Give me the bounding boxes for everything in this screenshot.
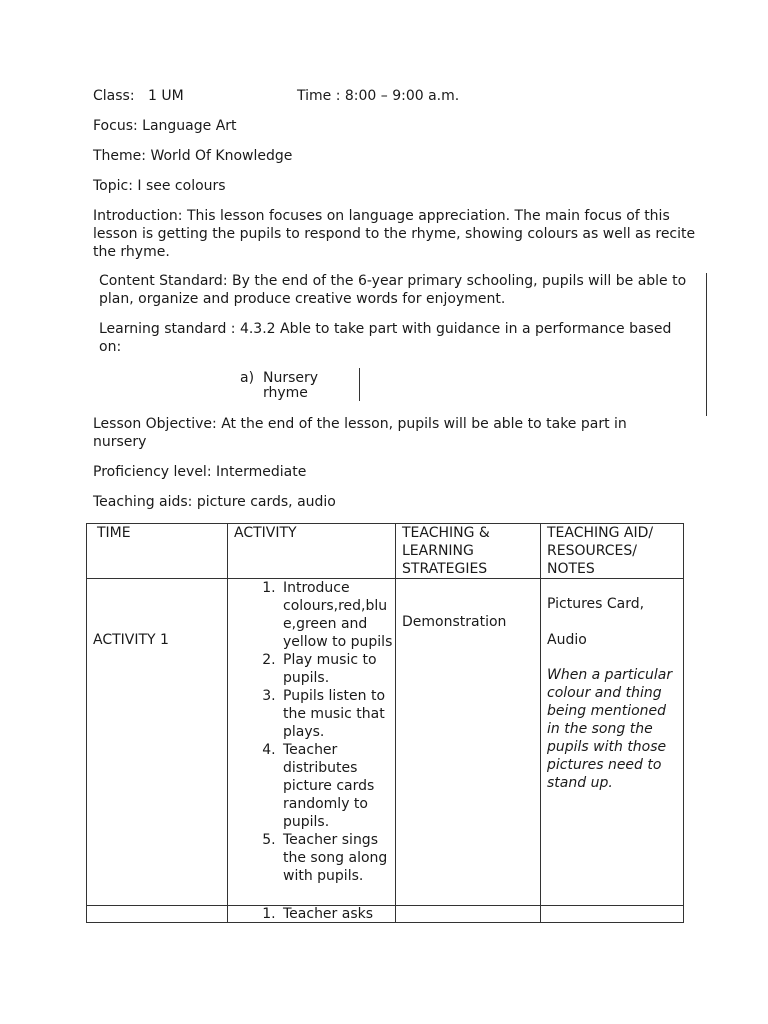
list-item: 1. Introduce colours,red,blu e,green and yellow to pupils: [280, 579, 395, 651]
row1-activity-list: [228, 579, 395, 885]
lesson-objective-paragraph: Lesson Objective: At the end of the lesson, pupils will be able to take part in nursery: [93, 416, 627, 450]
right-border-line: [706, 273, 707, 416]
list-item: 4. Teacher distributes picture cards randomly to pupils.: [280, 741, 395, 831]
theme-line: Theme: World Of Knowledge: [93, 148, 293, 164]
row1-time-cell: [87, 579, 228, 906]
learning-item-marker: a): [240, 370, 255, 386]
row1-note: When a particular colour and thing being mentioned in the song the pupils with those pictures need to stand up.: [547, 667, 673, 791]
row2-activity-list: [228, 906, 395, 922]
row2-activity-cell: [228, 906, 396, 923]
header-strategies: TEACHING & LEARNING STRATEGIES: [402, 525, 490, 577]
learning-standard-paragraph: Learning standard : 4.3.2 Able to take part with guidance in a performance based on:: [99, 321, 672, 355]
list-item: 2. Play music to pupils.: [280, 651, 395, 687]
header-resources: TEACHING AID/ RESOURCES/ NOTES: [547, 525, 654, 577]
row1-time: ACTIVITY 1: [93, 632, 169, 648]
content-standard-paragraph: Content Standard: By the end of the 6-year primary schooling, pupils will be able to plan, organize and produce creative words for enjoyment.: [99, 273, 687, 307]
focus-line: Focus: Language Art: [93, 118, 237, 134]
table-header-row: [87, 524, 684, 579]
class-value: 1 UM: [148, 88, 184, 104]
header-activity-cell: [228, 524, 396, 579]
header-time-cell: [87, 524, 228, 579]
row1-resource2: Audio: [547, 632, 587, 648]
row1-strategy: Demonstration: [402, 614, 507, 630]
row2-strategy-cell: [396, 906, 541, 923]
header-time: TIME: [97, 525, 131, 541]
header-activity: ACTIVITY: [234, 525, 297, 541]
row2-resources-cell: [541, 906, 684, 923]
class-label: Class:: [93, 88, 135, 104]
header-resources-cell: [541, 524, 684, 579]
row2-time-cell: [87, 906, 228, 923]
time-label: Time : 8:00 – 9:00 a.m.: [297, 88, 460, 104]
header-strategies-cell: [396, 524, 541, 579]
learning-item-divider: [359, 368, 360, 401]
table-row: [87, 906, 684, 923]
proficiency-line: Proficiency level: Intermediate: [93, 464, 307, 480]
activity-table: [86, 523, 684, 923]
row1-strategy-cell: [396, 579, 541, 906]
row1-resources-cell: [541, 579, 684, 906]
learning-item-line1: Nursery: [263, 370, 319, 386]
row1-activity-cell: [228, 579, 396, 906]
learning-item-line2: rhyme: [263, 385, 308, 401]
introduction-paragraph: Introduction: This lesson focuses on language appreciation. The main focus of this lesson is getting the pupils to respond to the rhyme, showing colours as well as recite the rhyme.: [93, 208, 696, 260]
row1-resource1: Pictures Card,: [547, 596, 645, 612]
list-item: 3. Pupils listen to the music that plays.: [280, 687, 395, 741]
teaching-aids-line: Teaching aids: picture cards, audio: [93, 494, 336, 510]
list-item: 5. Teacher sings the song along with pupils.: [280, 831, 395, 885]
list-item: 1. Teacher asks: [280, 906, 395, 922]
topic-line: Topic: I see colours: [93, 178, 226, 194]
table-row: [87, 579, 684, 906]
